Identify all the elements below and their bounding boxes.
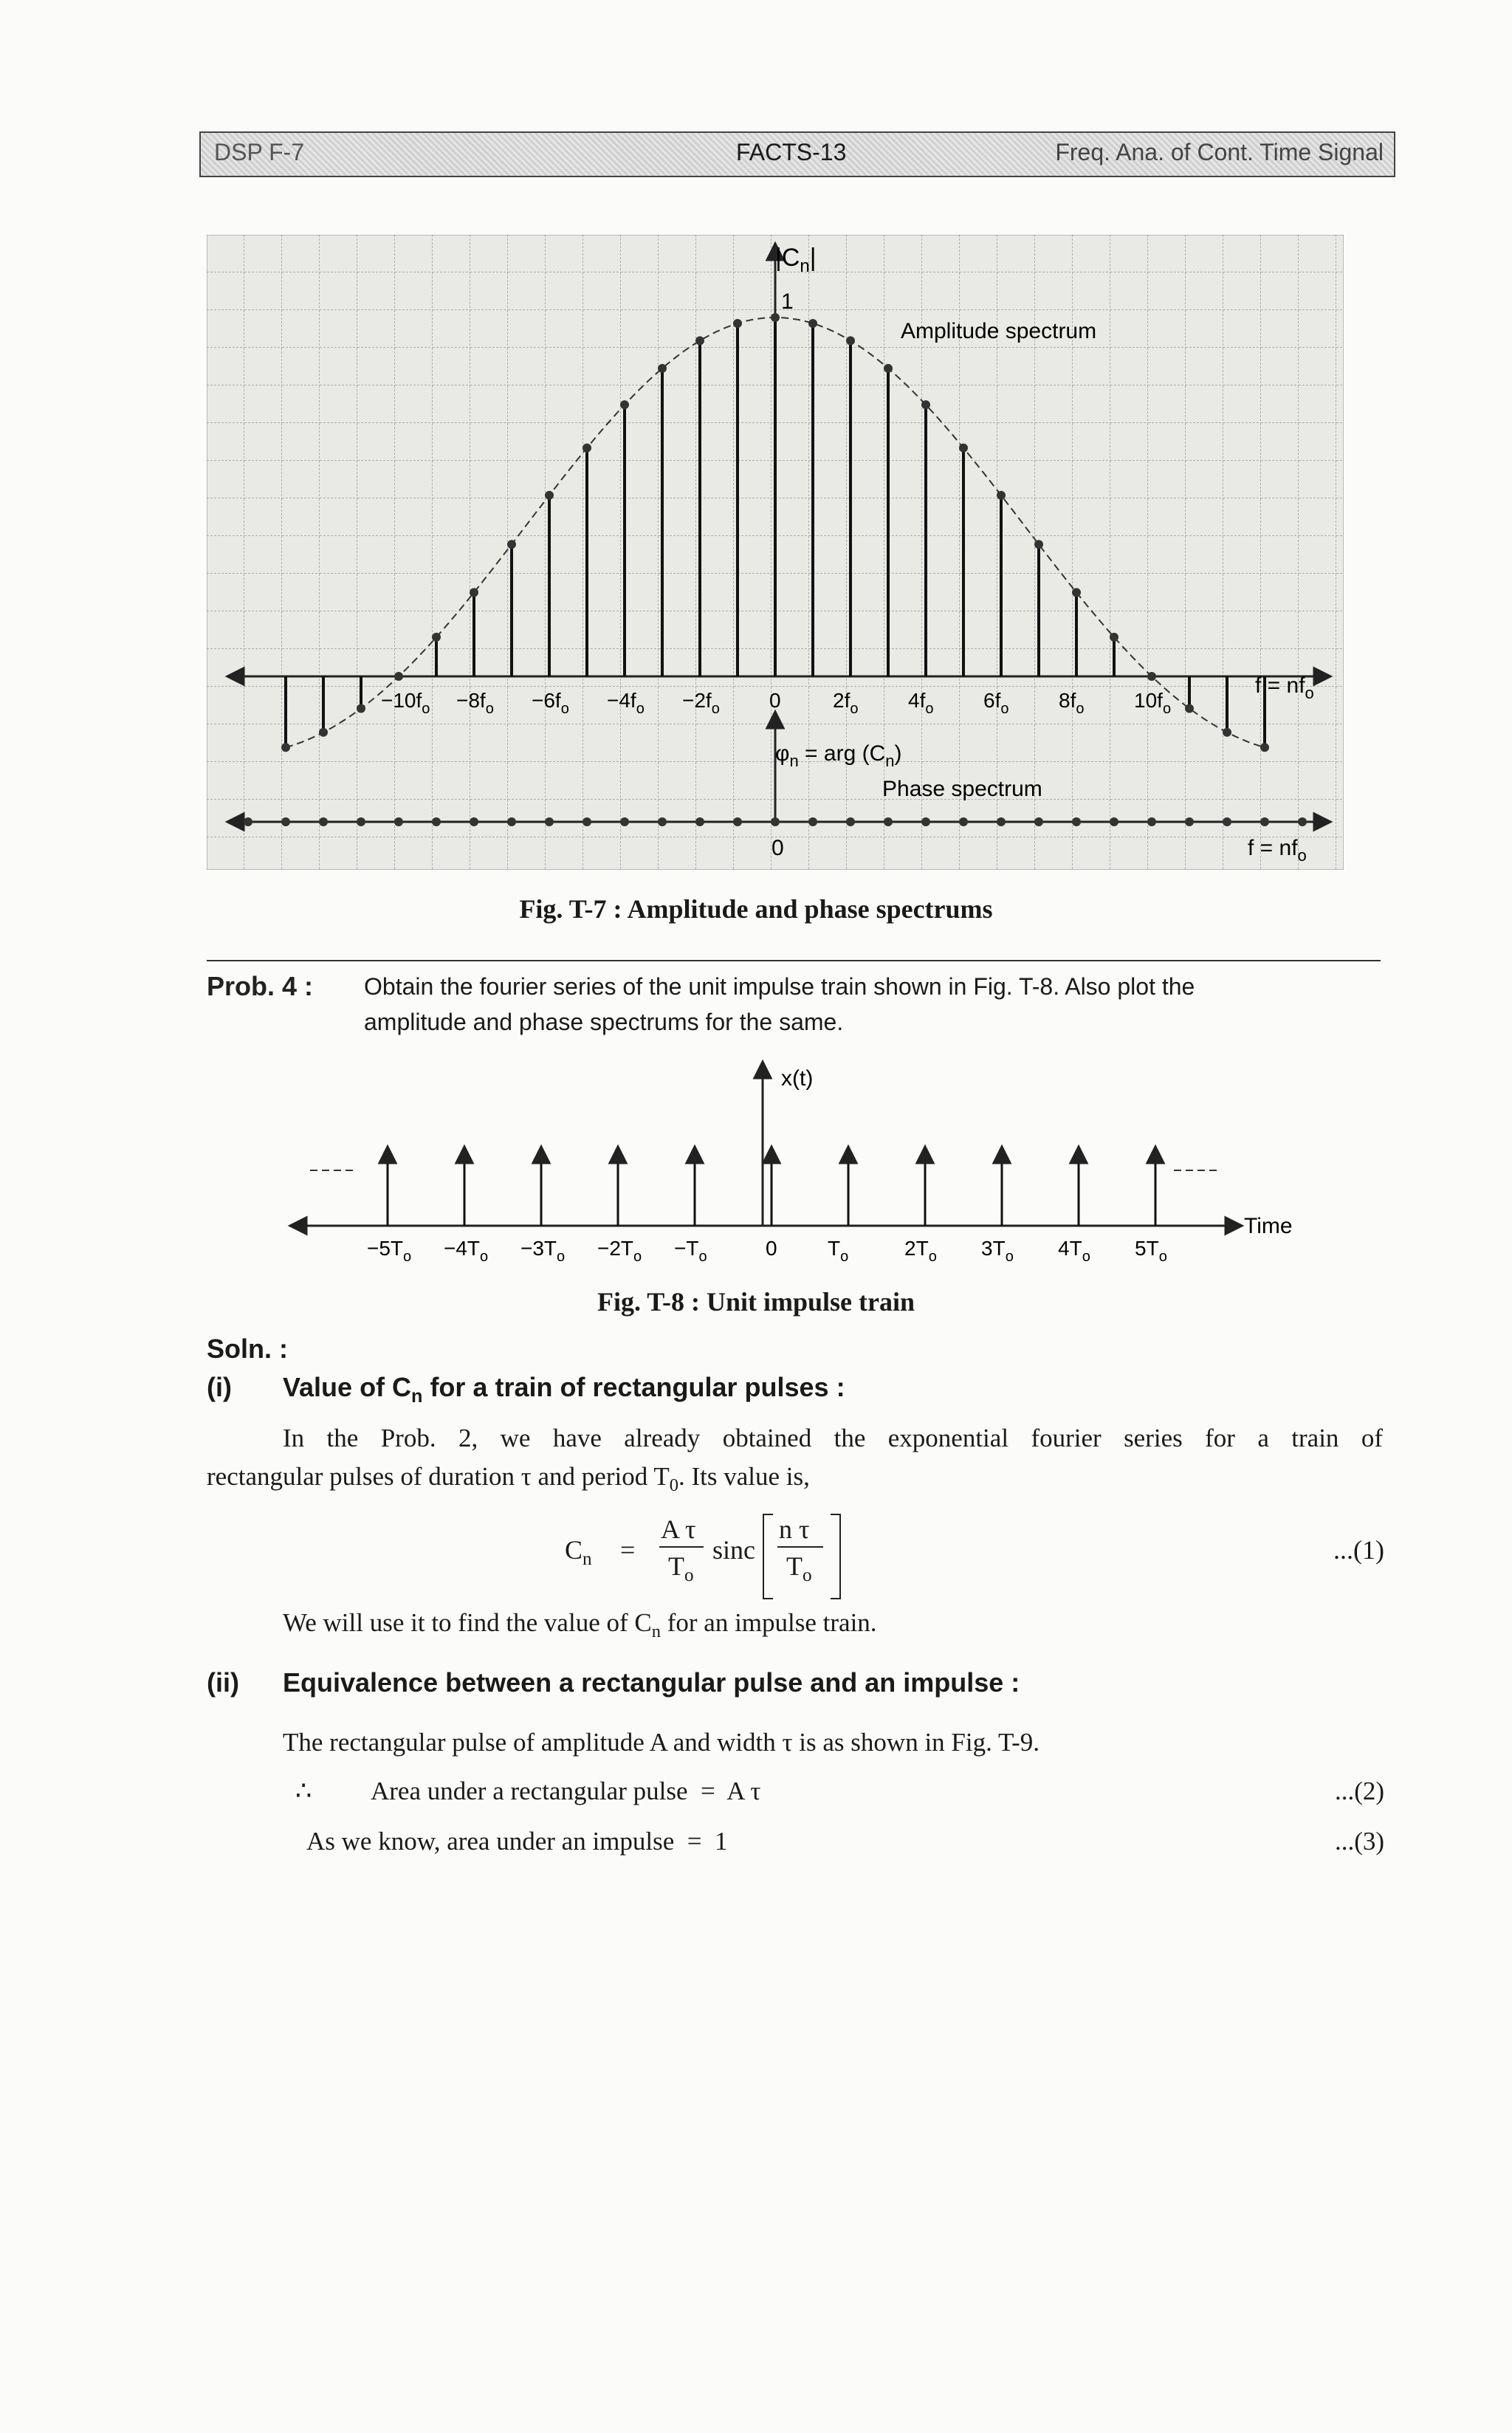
t7-amplitude-point xyxy=(997,491,1006,500)
t8-tick-label: $4T_o$ xyxy=(1058,1237,1090,1265)
t7-phase-point xyxy=(921,817,930,826)
t7-amplitude-point xyxy=(1260,743,1269,752)
t7-phase-point xyxy=(1147,817,1156,826)
t7-tick-label: $8f_o$ xyxy=(1059,689,1085,717)
t7-amplitude-point xyxy=(1185,704,1194,713)
t7-amplitude-point xyxy=(470,588,478,597)
t8-tick-label: 0 xyxy=(766,1237,777,1260)
t7-phase-point xyxy=(733,817,742,826)
t8-y-label: x(t) xyxy=(781,1066,814,1091)
t7-phase-point xyxy=(808,817,817,826)
t8-x-label: Time xyxy=(1244,1214,1293,1238)
paragraph-2: We will use it to find the value of $C_n$ for an impulse train. xyxy=(283,1608,877,1641)
fig-t7-caption: Fig. T-7 : Amplitude and phase spectrums xyxy=(519,894,993,924)
t7-amplitude-point xyxy=(281,743,290,752)
t7-amplitude-point xyxy=(733,319,742,328)
t7-phase-point xyxy=(507,817,516,826)
t7-amplitude-point xyxy=(808,319,817,328)
t7-phase-axis-label: $\varphi_n$ = arg $(C_n)$ xyxy=(775,741,902,770)
t8-tick-label: $-5T_o$ xyxy=(367,1237,412,1265)
fig-t8-impulse-train xyxy=(281,1056,1314,1277)
t7-tick-label: $-10f_o$ xyxy=(381,689,430,717)
t7-phase-point xyxy=(658,817,667,826)
t7-amplitude-point xyxy=(357,704,365,713)
t8-tick-label: $5T_o$ xyxy=(1135,1237,1167,1265)
t8-tick-label: $3T_o$ xyxy=(981,1237,1014,1265)
t7-tick-label: $4f_o$ xyxy=(908,689,934,717)
t7-phase-point xyxy=(1185,817,1194,826)
t7-amplitude-point xyxy=(921,400,930,409)
t7-zero-point xyxy=(394,672,403,681)
t8-tick-label: $-4T_o$ xyxy=(444,1237,489,1265)
header-center: FACTS-13 xyxy=(736,139,847,165)
equation-2: ∴ Area under a rectangular pulse = A τ ...(2) xyxy=(295,1777,1384,1805)
t7-phase-point xyxy=(583,817,591,826)
t7-tick-label: $-6f_o$ xyxy=(532,689,569,717)
t7-amplitude-point xyxy=(507,540,516,549)
t7-tick-label: $-2f_o$ xyxy=(682,689,720,717)
t7-amplitude-point xyxy=(583,444,591,453)
t8-tick-label: $T_o$ xyxy=(828,1237,849,1265)
fig-t7-amplitude-phase-spectrum xyxy=(207,235,1344,870)
header-right: Freq. Ana. of Cont. Time Signal xyxy=(1055,139,1384,165)
t7-phase-point xyxy=(1298,817,1307,826)
t7-amplitude-point xyxy=(771,313,780,322)
t7-phase-point xyxy=(357,817,365,826)
t7-amplitude-point xyxy=(1072,588,1081,597)
t7-amplitude-point xyxy=(1034,540,1043,549)
t7-phase-spectrum-label: Phase spectrum xyxy=(882,777,1042,801)
t7-phase-point xyxy=(1110,817,1118,826)
t7-phase-point xyxy=(1072,817,1081,826)
t7-y-label: $|C_n|$ xyxy=(775,244,817,276)
t7-phase-point xyxy=(470,817,478,826)
t7-amplitude-point xyxy=(846,336,855,345)
t7-amplitude-point xyxy=(620,400,629,409)
divider-line xyxy=(207,960,1381,961)
t7-peak-label: 1 xyxy=(781,289,794,314)
equation-1: $C_n$ = A τ $T_o$ sinc n τ $T_o$ ...(1) xyxy=(565,1514,1384,1610)
t7-amplitude-point xyxy=(884,364,893,373)
t7-axis-label: $f = nf_o$ xyxy=(1255,673,1314,702)
page-header xyxy=(199,131,1395,177)
t7-tick-label: 0 xyxy=(769,689,781,712)
t7-phase-point xyxy=(997,817,1006,826)
t7-phase-point xyxy=(281,817,290,826)
t7-phase-point xyxy=(959,817,968,826)
prob4-label: Prob. 4 : xyxy=(207,971,314,1001)
t7-amplitude-point xyxy=(319,728,328,737)
t7-phase-point xyxy=(1034,817,1043,826)
paragraph-1: In the Prob. 2, we have already obtained the exponential fourier series for a train of xyxy=(283,1424,1383,1452)
t8-tick-label: $-3T_o$ xyxy=(520,1237,566,1265)
t7-phase-point xyxy=(545,817,554,826)
t7-amplitude-point xyxy=(1110,633,1118,642)
t7-tick-label: $-8f_o$ xyxy=(456,689,494,717)
t7-phase-point xyxy=(1223,817,1231,826)
soln-label: Soln. : xyxy=(207,1334,288,1364)
t7-phase-point xyxy=(771,817,780,826)
prob4-text-line2: amplitude and phase spectrums for the same. xyxy=(364,1009,844,1035)
t7-phase-point xyxy=(432,817,441,826)
t8-tick-label: $-T_o$ xyxy=(674,1237,707,1265)
t7-amplitude-label: Amplitude spectrum xyxy=(901,319,1097,343)
t7-amplitude-point xyxy=(545,491,554,500)
t7-phase-zero: 0 xyxy=(772,836,784,860)
t7-phase-point xyxy=(319,817,328,826)
t7-amplitude-point xyxy=(695,336,704,345)
t7-phase-point xyxy=(1260,817,1269,826)
paragraph-3: The rectangular pulse of amplitude A and width τ is as shown in Fig. T-9. xyxy=(283,1728,1040,1757)
t7-phase-point xyxy=(244,817,252,826)
paragraph-1-line2: rectangular pulses of duration τ and period $T_0$. Its value is, xyxy=(207,1462,810,1495)
t7-tick-label: $-4f_o$ xyxy=(607,689,645,717)
section-i-number: (i) xyxy=(207,1372,232,1402)
t7-phase-point xyxy=(620,817,629,826)
section-ii-number: (ii) xyxy=(207,1667,239,1698)
t7-zero-point xyxy=(1147,672,1156,681)
section-i-title: Value of $C_n$ for a train of rectangular pulses : xyxy=(283,1372,845,1407)
t7-amplitude-point xyxy=(1223,728,1231,737)
t7-phase-point xyxy=(846,817,855,826)
equation-3: As we know, area under an impulse = 1 ...(3) xyxy=(306,1827,1384,1856)
prob4-text-line1: Obtain the fourier series of the unit impulse train shown in Fig. T-8. Also plot the xyxy=(364,973,1195,1000)
fig-t8-caption: Fig. T-8 : Unit impulse train xyxy=(597,1287,915,1317)
t7-phase-point xyxy=(394,817,403,826)
t7-phase-point xyxy=(884,817,893,826)
t8-tick-label: $2T_o$ xyxy=(904,1237,937,1265)
t7-phase-point xyxy=(695,817,704,826)
t7-amplitude-point xyxy=(432,633,441,642)
t7-tick-label: $6f_o$ xyxy=(983,689,1009,717)
t7-amplitude-point xyxy=(959,444,968,453)
t8-tick-label: $-2T_o$ xyxy=(597,1237,642,1265)
t7-phase-axis-end-label: $f = nf_o$ xyxy=(1248,836,1307,865)
section-ii-title: Equivalence between a rectangular pulse and an impulse : xyxy=(283,1667,1020,1698)
t7-amplitude-point xyxy=(658,364,667,373)
t7-tick-label: $10f_o$ xyxy=(1134,689,1172,717)
t7-tick-label: $2f_o$ xyxy=(833,689,859,717)
header-left: DSP F-7 xyxy=(214,139,305,165)
